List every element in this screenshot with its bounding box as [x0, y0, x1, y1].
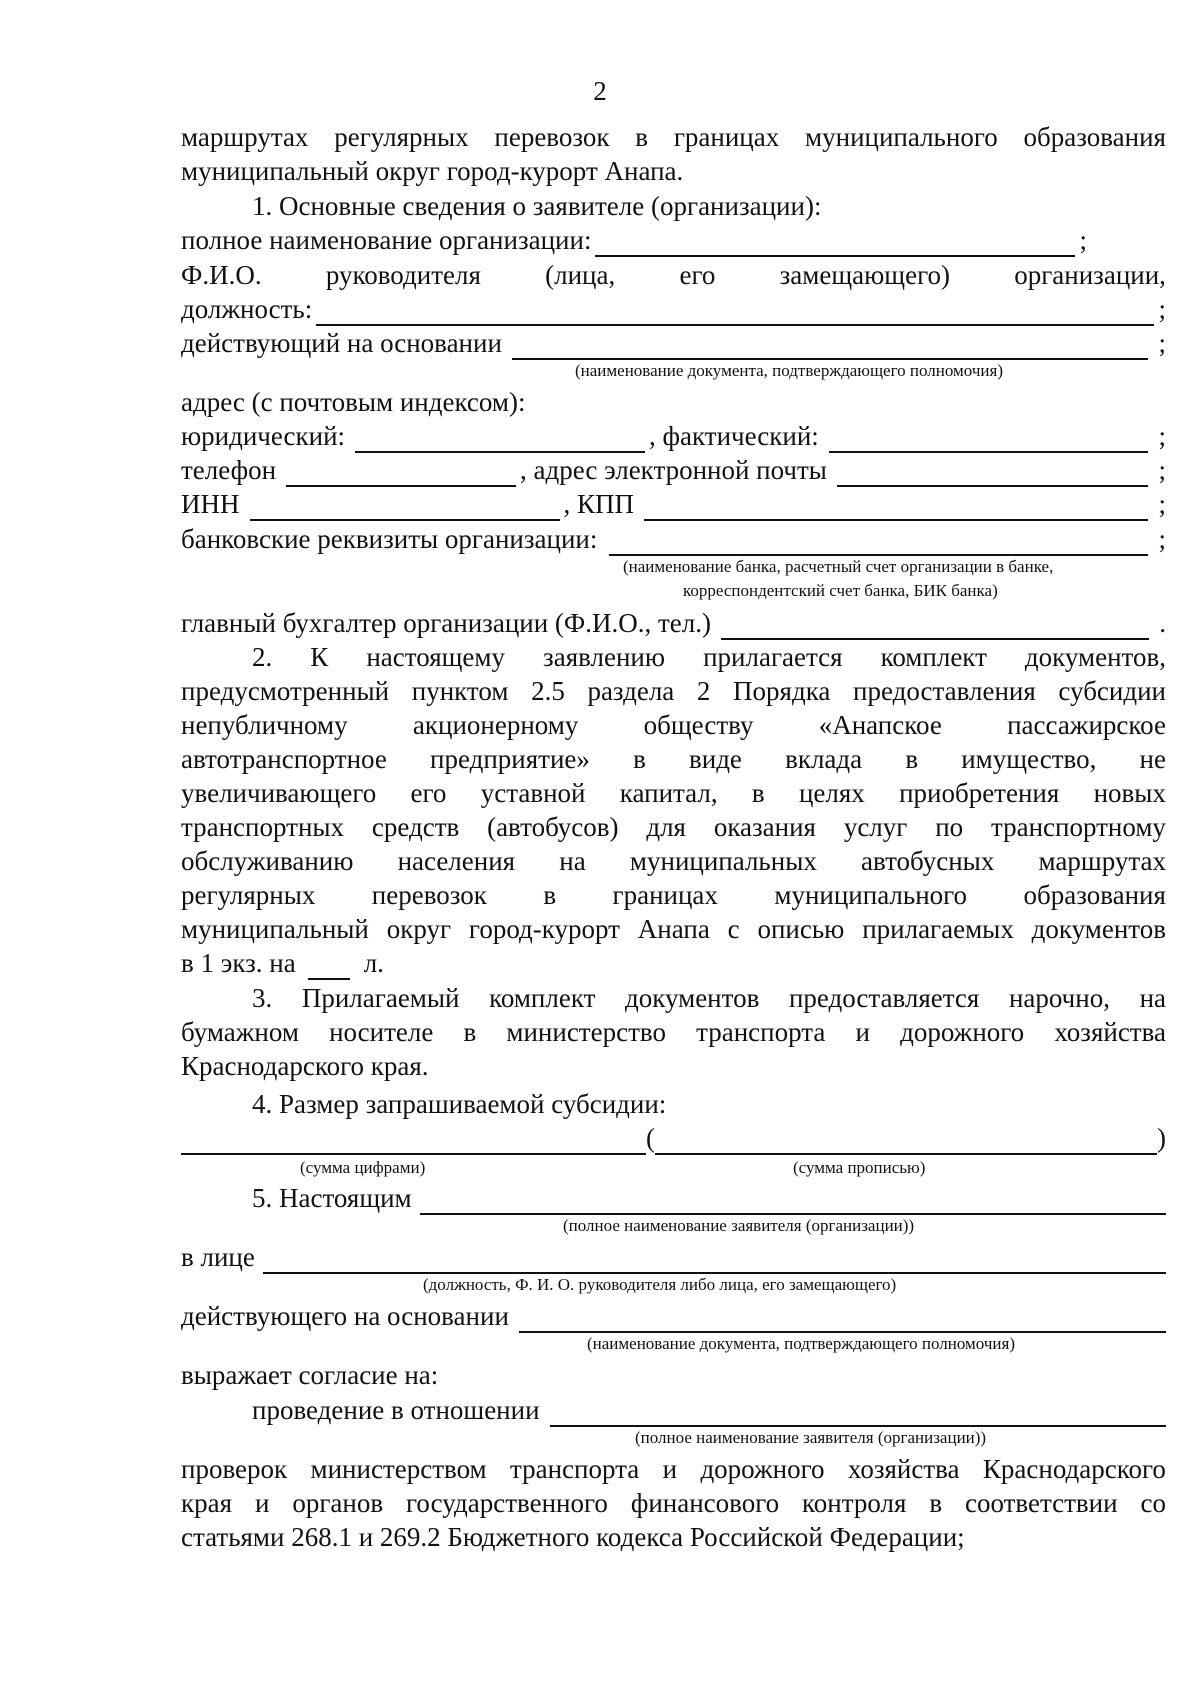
section2-line-5: [181, 776, 1166, 810]
word: в: [543, 880, 557, 910]
amount-words-caption: (сумма прописью): [793, 1158, 926, 1177]
word: организации,: [1014, 260, 1166, 290]
section2-line-7: [181, 844, 1166, 878]
word: средств: [371, 812, 460, 842]
word: министерством: [310, 1454, 487, 1484]
word: муниципального: [805, 122, 998, 152]
full-name-row: [181, 223, 1166, 257]
actual-address-field[interactable]: [829, 427, 1148, 453]
word: прилагаемых: [862, 914, 1014, 944]
word: в: [635, 122, 649, 152]
word: в: [751, 778, 765, 808]
basis-field[interactable]: [519, 1307, 1166, 1333]
semicolon: ;: [1151, 489, 1166, 519]
word: в: [633, 744, 646, 774]
word: регулярных: [334, 122, 469, 152]
word: округ: [386, 914, 452, 944]
word: имущество,: [961, 744, 1097, 774]
word: 2: [696, 676, 711, 706]
word: город-курорт: [468, 914, 620, 944]
acting-basis-caption: (наименование документа, подтверждающего полномочия): [575, 361, 1003, 380]
word: края: [181, 1488, 233, 1518]
bank-field[interactable]: [609, 530, 1147, 556]
word: пассажирское: [1007, 710, 1166, 740]
word: финансового: [630, 1488, 780, 1518]
amount-digits-field[interactable]: [181, 1129, 646, 1155]
word: субсидии: [1058, 676, 1166, 706]
word: носителе: [329, 1017, 434, 1047]
word: дорожного: [900, 1017, 1025, 1047]
section2-line-2: [181, 674, 1166, 708]
word: контроля: [802, 1488, 907, 1518]
section5-line-3: статьями 268.1 и 269.2 Бюджетного кодекса Российской Федерации;: [181, 1522, 965, 1552]
section3-line-3: Краснодарского края.: [181, 1051, 429, 1081]
section5-line-2: [181, 1486, 1166, 1520]
section2-line-9: [181, 912, 1166, 946]
address-row: [181, 419, 1166, 453]
word: муниципальный: [181, 914, 369, 944]
word: непубличному: [181, 710, 348, 740]
intro-line-1: [181, 120, 1166, 154]
word: и: [254, 1488, 270, 1518]
word: в: [463, 1017, 477, 1047]
email-field[interactable]: [837, 461, 1148, 487]
word: на: [559, 846, 586, 876]
word: бумажном: [181, 1017, 299, 1047]
section3-line-2: [181, 1015, 1166, 1049]
section2-last-line: [181, 946, 1166, 980]
word: хозяйства: [847, 1454, 960, 1484]
actual-address-label: , фактический:: [649, 421, 819, 451]
word: с: [727, 914, 740, 944]
word: транспортному: [990, 812, 1166, 842]
word: документов: [1031, 914, 1166, 944]
kpp-field[interactable]: [644, 495, 1148, 521]
open-paren: (: [646, 1123, 655, 1153]
position-field[interactable]: [316, 300, 1154, 326]
word: предусмотренный: [181, 676, 390, 706]
word: Краснодарского: [982, 1454, 1166, 1484]
word: предоставляется: [788, 983, 980, 1013]
page-number: 2: [593, 76, 607, 106]
word: транспорта: [510, 1454, 640, 1484]
word: документов: [625, 983, 760, 1013]
word: оказания: [713, 812, 816, 842]
inn-label: ИНН: [181, 489, 240, 519]
word: муниципального: [774, 880, 968, 910]
accountant-field[interactable]: [721, 614, 1149, 640]
section3-line-1: [252, 981, 1166, 1015]
word: Прилагаемый: [301, 983, 460, 1013]
applicant-name-field[interactable]: [420, 1189, 1166, 1215]
position-label: должность:: [181, 294, 313, 324]
word: нарочно,: [1008, 983, 1110, 1013]
amount-digits-caption: (сумма цифрами): [300, 1158, 426, 1177]
word: по: [935, 812, 964, 842]
section4-heading: 4. Размер запрашиваемой субсидии:: [252, 1089, 667, 1119]
basis-caption: (наименование документа, подтверждающего полномочия): [587, 1334, 1015, 1353]
address-label: адрес (с почтовым индексом):: [181, 387, 526, 417]
word: 2.: [252, 642, 273, 672]
word: услуг: [843, 812, 908, 842]
word: настоящему: [366, 642, 505, 672]
word: уставной: [480, 778, 586, 808]
audit-caption: (полное наименование заявителя (организации)): [635, 1428, 987, 1447]
pages-count-field[interactable]: [308, 954, 350, 980]
semicolon: ;: [1079, 225, 1087, 255]
word: и: [855, 1017, 870, 1047]
section5-line-1: [181, 1452, 1166, 1486]
audit-label: проведение в отношении: [252, 1395, 540, 1425]
word: комплект: [489, 983, 596, 1013]
word: маршрутах: [1038, 846, 1166, 876]
acting-basis-field[interactable]: [512, 334, 1148, 360]
word: заявлению: [543, 642, 666, 672]
full-name-label: полное наименование организации:: [181, 225, 592, 255]
head-line: [181, 258, 1166, 292]
basis-row: [181, 1299, 1166, 1333]
word: виде: [689, 744, 742, 774]
person-row: [181, 1240, 1166, 1274]
subsidy-amount-row: [181, 1121, 1166, 1155]
acting-basis-row: [181, 326, 1166, 360]
word: увеличивающего: [181, 778, 377, 808]
word: 2.5: [531, 676, 565, 706]
word: «Анапское: [818, 710, 942, 740]
pages-suffix: л.: [363, 948, 384, 978]
word: и: [662, 1454, 678, 1484]
semicolon: ;: [1158, 294, 1166, 324]
section2-line-6: [181, 810, 1166, 844]
full-name-field[interactable]: [595, 231, 1075, 257]
word: для: [646, 812, 686, 842]
word: населения: [397, 846, 516, 876]
word: министерство: [506, 1017, 666, 1047]
word: перевозок: [371, 880, 487, 910]
semicolon: ;: [1151, 421, 1166, 451]
word: Анапа: [637, 914, 710, 944]
word: образования: [1023, 122, 1166, 152]
legal-address-label: юридический:: [181, 421, 346, 451]
word: муниципальных: [629, 846, 817, 876]
word: органов: [292, 1488, 384, 1518]
word: К: [310, 642, 329, 672]
applicant-name-caption: (полное наименование заявителя (организации)): [563, 1216, 915, 1235]
inn-kpp-row: [181, 487, 1166, 521]
word: на: [1139, 983, 1166, 1013]
word: дорожного: [700, 1454, 825, 1484]
word: обслуживанию: [181, 846, 354, 876]
word: соответствии: [965, 1488, 1118, 1518]
word: автобусных: [861, 846, 995, 876]
contacts-row: [181, 453, 1166, 487]
word: не: [1139, 744, 1166, 774]
word: перевозок: [494, 122, 610, 152]
word: проверок: [181, 1454, 288, 1484]
bank-row: [181, 522, 1166, 556]
word: (автобусов): [487, 812, 619, 842]
word: маршрутах: [181, 122, 309, 152]
word: его: [679, 260, 716, 290]
word: в: [905, 744, 919, 774]
word: границах: [612, 880, 718, 910]
amount-words-field[interactable]: [655, 1129, 1157, 1155]
accountant-row: [181, 606, 1166, 640]
phone-field[interactable]: [286, 461, 516, 487]
word: замещающего): [779, 260, 950, 290]
email-label: , адрес электронной почты: [520, 455, 827, 485]
word: капитал,: [619, 778, 718, 808]
word: транспорта: [696, 1017, 826, 1047]
bank-caption-1: (наименование банка, расчетный счет организации в банке,: [623, 557, 1054, 576]
word: регулярных: [181, 880, 316, 910]
word: документов,: [1024, 642, 1166, 672]
word: приобретения: [899, 778, 1060, 808]
word: раздела: [587, 676, 675, 706]
word: Ф.И.О.: [181, 260, 262, 290]
inn-field[interactable]: [250, 495, 560, 521]
legal-address-field[interactable]: [355, 427, 645, 453]
word: хозяйства: [1054, 1017, 1166, 1047]
hereby-label: 5. Настоящим: [252, 1183, 412, 1213]
word: обществу: [643, 710, 754, 740]
word: акционерному: [412, 710, 579, 740]
hereby-row: [252, 1181, 1166, 1215]
pages-prefix: в 1 экз. на: [181, 948, 296, 978]
word: государственного: [406, 1488, 608, 1518]
word: предприятие»: [430, 744, 590, 774]
audit-row: [252, 1393, 1166, 1427]
word: его: [410, 778, 447, 808]
word: руководителя: [325, 260, 481, 290]
accountant-label: главный бухгалтер организации (Ф.И.О., тел.): [181, 608, 711, 638]
section2-line-3: [181, 708, 1166, 742]
kpp-label: , КПП: [563, 489, 635, 519]
word: новых: [1093, 778, 1166, 808]
section2-line-1: [252, 640, 1166, 674]
acting-basis-label: действующий на основании: [181, 328, 502, 358]
word: Порядка: [733, 676, 831, 706]
bank-caption-2: корреспондентский счет банка, БИК банка): [683, 581, 998, 600]
word: со: [1140, 1488, 1166, 1518]
word: пунктом: [411, 676, 509, 706]
word: прилагается: [703, 642, 843, 672]
basis-label: действующего на основании: [181, 1301, 509, 1331]
section1-heading: 1. Основные сведения о заявителе (организации):: [252, 191, 822, 221]
phone-label: телефон: [181, 455, 277, 485]
semicolon: ;: [1151, 524, 1166, 554]
word: транспортных: [181, 812, 345, 842]
bank-label: банковские реквизиты организации:: [181, 524, 598, 554]
word: в: [929, 1488, 943, 1518]
intro-line-2: муниципальный округ город-курорт Анапа.: [181, 156, 684, 186]
word: вклада: [785, 744, 863, 774]
section2-line-4: [181, 742, 1166, 776]
word: комплект: [880, 642, 987, 672]
word: 3.: [252, 983, 273, 1013]
word: (лица,: [545, 260, 616, 290]
audit-field[interactable]: [550, 1401, 1166, 1427]
word: предоставления: [853, 676, 1036, 706]
person-field[interactable]: [263, 1248, 1166, 1274]
close-paren: ): [1157, 1123, 1166, 1153]
word: границах: [673, 122, 780, 152]
word: автотранспортное: [181, 744, 387, 774]
word: образования: [1023, 880, 1166, 910]
position-row: [181, 292, 1166, 326]
word: описью: [757, 914, 845, 944]
period: .: [1152, 608, 1166, 638]
semicolon: ;: [1151, 328, 1166, 358]
word: целях: [798, 778, 865, 808]
semicolon: ;: [1151, 455, 1166, 485]
person-label: в лице: [181, 1242, 255, 1272]
consent-line: выражает согласие на:: [181, 1360, 439, 1390]
section2-line-8: [181, 878, 1166, 912]
person-caption: (должность, Ф. И. О. руководителя либо лица, его замещающего): [423, 1275, 897, 1294]
